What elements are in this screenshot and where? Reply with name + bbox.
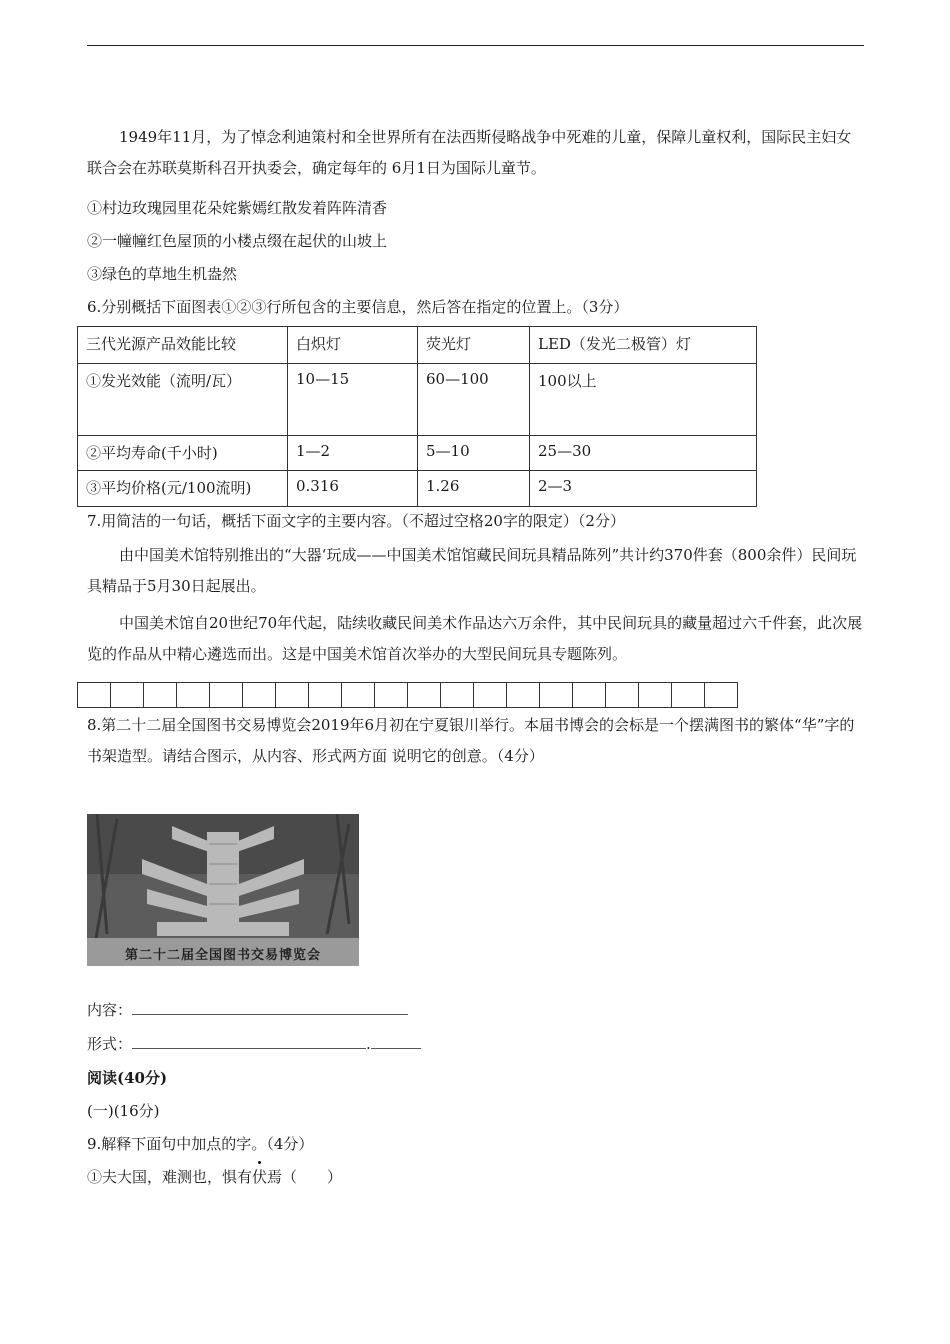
- table-cell: ①发光效能（流明/瓦）: [78, 364, 288, 436]
- table-row: [78, 364, 757, 436]
- reading-heading: 阅读(40分): [87, 1069, 168, 1087]
- dotted-character: 伏: [252, 1168, 268, 1186]
- answer-box[interactable]: [78, 682, 111, 708]
- table-header-cell: 荧光灯: [418, 327, 530, 364]
- form-blank[interactable]: [132, 1034, 366, 1049]
- q9-item-blank: 焉（ ）: [267, 1168, 343, 1186]
- answer-box[interactable]: [540, 682, 573, 708]
- question-7: 7.用简洁的一句话，概括下面文字的主要内容。（不超过空格20字的限定）（2分）: [87, 512, 625, 530]
- answer-grid[interactable]: [77, 682, 738, 708]
- answer-box[interactable]: [672, 682, 705, 708]
- answer-box[interactable]: [507, 682, 540, 708]
- question-9: 9.解释下面句中加点的字。（4分）: [87, 1135, 314, 1153]
- table-cell: 10—15: [288, 364, 418, 436]
- table-row: [78, 471, 757, 507]
- sentence-2: ②一幢幢红色屋顶的小楼点缀在起伏的山坡上: [87, 232, 388, 250]
- answer-box[interactable]: [210, 682, 243, 708]
- content-label: 内容：: [87, 1001, 133, 1019]
- q7-paragraph-2: 中国美术馆自20世纪70年代起，陆续收藏民间美术作品达六万余件，其中民间玩具的藏量超过六千件套，此次展览的作品从中精心遴选而出。这是中国美术馆首次举办的大型民间玩具专题陈列。: [87, 614, 863, 663]
- reading-sub: (一)(16分): [87, 1102, 160, 1120]
- question-8: 8.第二十二届全国图书交易博览会2019年6月初在宁夏银川举行。本届书博会的会标是一个摆满图书的繁体“华”字的书架造型。请结合图示，从内容、形式两方面 说明它的创意。（4分）: [87, 716, 855, 765]
- table-cell: ②平均寿命(千小时): [78, 436, 288, 471]
- answer-box[interactable]: [408, 682, 441, 708]
- table-cell: 0.316: [288, 471, 418, 507]
- book-fair-logo-photo: [87, 814, 359, 966]
- answer-box[interactable]: [606, 682, 639, 708]
- q7-paragraph-1: 由中国美术馆特别推出的“大器‘玩成——中国美术馆馆藏民间玩具精品陈列”共计约370件套（800余件）民间玩具精品于5月30日起展出。: [87, 546, 857, 595]
- answer-box[interactable]: [573, 682, 606, 708]
- form-blank-end[interactable]: [371, 1034, 421, 1049]
- content-blank[interactable]: [132, 1000, 408, 1015]
- answer-box[interactable]: [243, 682, 276, 708]
- table-cell: 60—100: [418, 364, 530, 436]
- sentence-3: ③绿色的草地生机盎然: [87, 265, 238, 283]
- q9-item-text: ①夫大国，难测也，惧有: [87, 1168, 253, 1186]
- photo-caption: 第二十二届全国图书交易博览会: [124, 948, 321, 963]
- question-6: 6.分别概括下面图表①②③行所包含的主要信息，然后答在指定的位置上。（3分）: [87, 298, 629, 316]
- answer-box[interactable]: [276, 682, 309, 708]
- answer-box[interactable]: [375, 682, 408, 708]
- answer-box[interactable]: [639, 682, 672, 708]
- table-row: [78, 436, 757, 471]
- table-cell: 1.26: [418, 471, 530, 507]
- answer-box[interactable]: [309, 682, 342, 708]
- table-cell: 100以上: [530, 364, 757, 436]
- table-cell: 1—2: [288, 436, 418, 471]
- intro-paragraph: 1949年11月，为了悼念利迪策村和全世界所有在法西斯侵略战争中死难的儿童，保障儿童权利，国际民主妇女联合会在苏联莫斯科召开执委会，确定每年的 6月1日为国际儿童节。: [87, 128, 852, 177]
- table-cell: 2—3: [530, 471, 757, 507]
- answer-box[interactable]: [111, 682, 144, 708]
- form-answer-line: [87, 1034, 421, 1054]
- form-label: 形式：: [87, 1035, 133, 1053]
- table-cell: 5—10: [418, 436, 530, 471]
- table-header-cell: 三代光源产品效能比较: [78, 327, 288, 364]
- table-header-cell: 白炽灯: [288, 327, 418, 364]
- q9-item-1: [87, 1167, 342, 1187]
- answer-box[interactable]: [177, 682, 210, 708]
- sentence-1: ①村边玫瑰园里花朵姹紫嫣红散发着阵阵清香: [87, 199, 388, 217]
- table-header-row: [78, 327, 757, 364]
- header-rule: [87, 45, 864, 46]
- answer-box[interactable]: [441, 682, 474, 708]
- answer-box[interactable]: [342, 682, 375, 708]
- answer-box[interactable]: [474, 682, 507, 708]
- answer-box[interactable]: [144, 682, 177, 708]
- form-dot: .: [366, 1035, 371, 1053]
- efficiency-table: [77, 326, 757, 507]
- answer-box[interactable]: [705, 682, 738, 708]
- table-cell: 25—30: [530, 436, 757, 471]
- content-answer-line: [87, 1000, 408, 1020]
- table-cell: ③平均价格(元/100流明): [78, 471, 288, 507]
- table-header-cell: LED（发光二极管）灯: [530, 327, 757, 364]
